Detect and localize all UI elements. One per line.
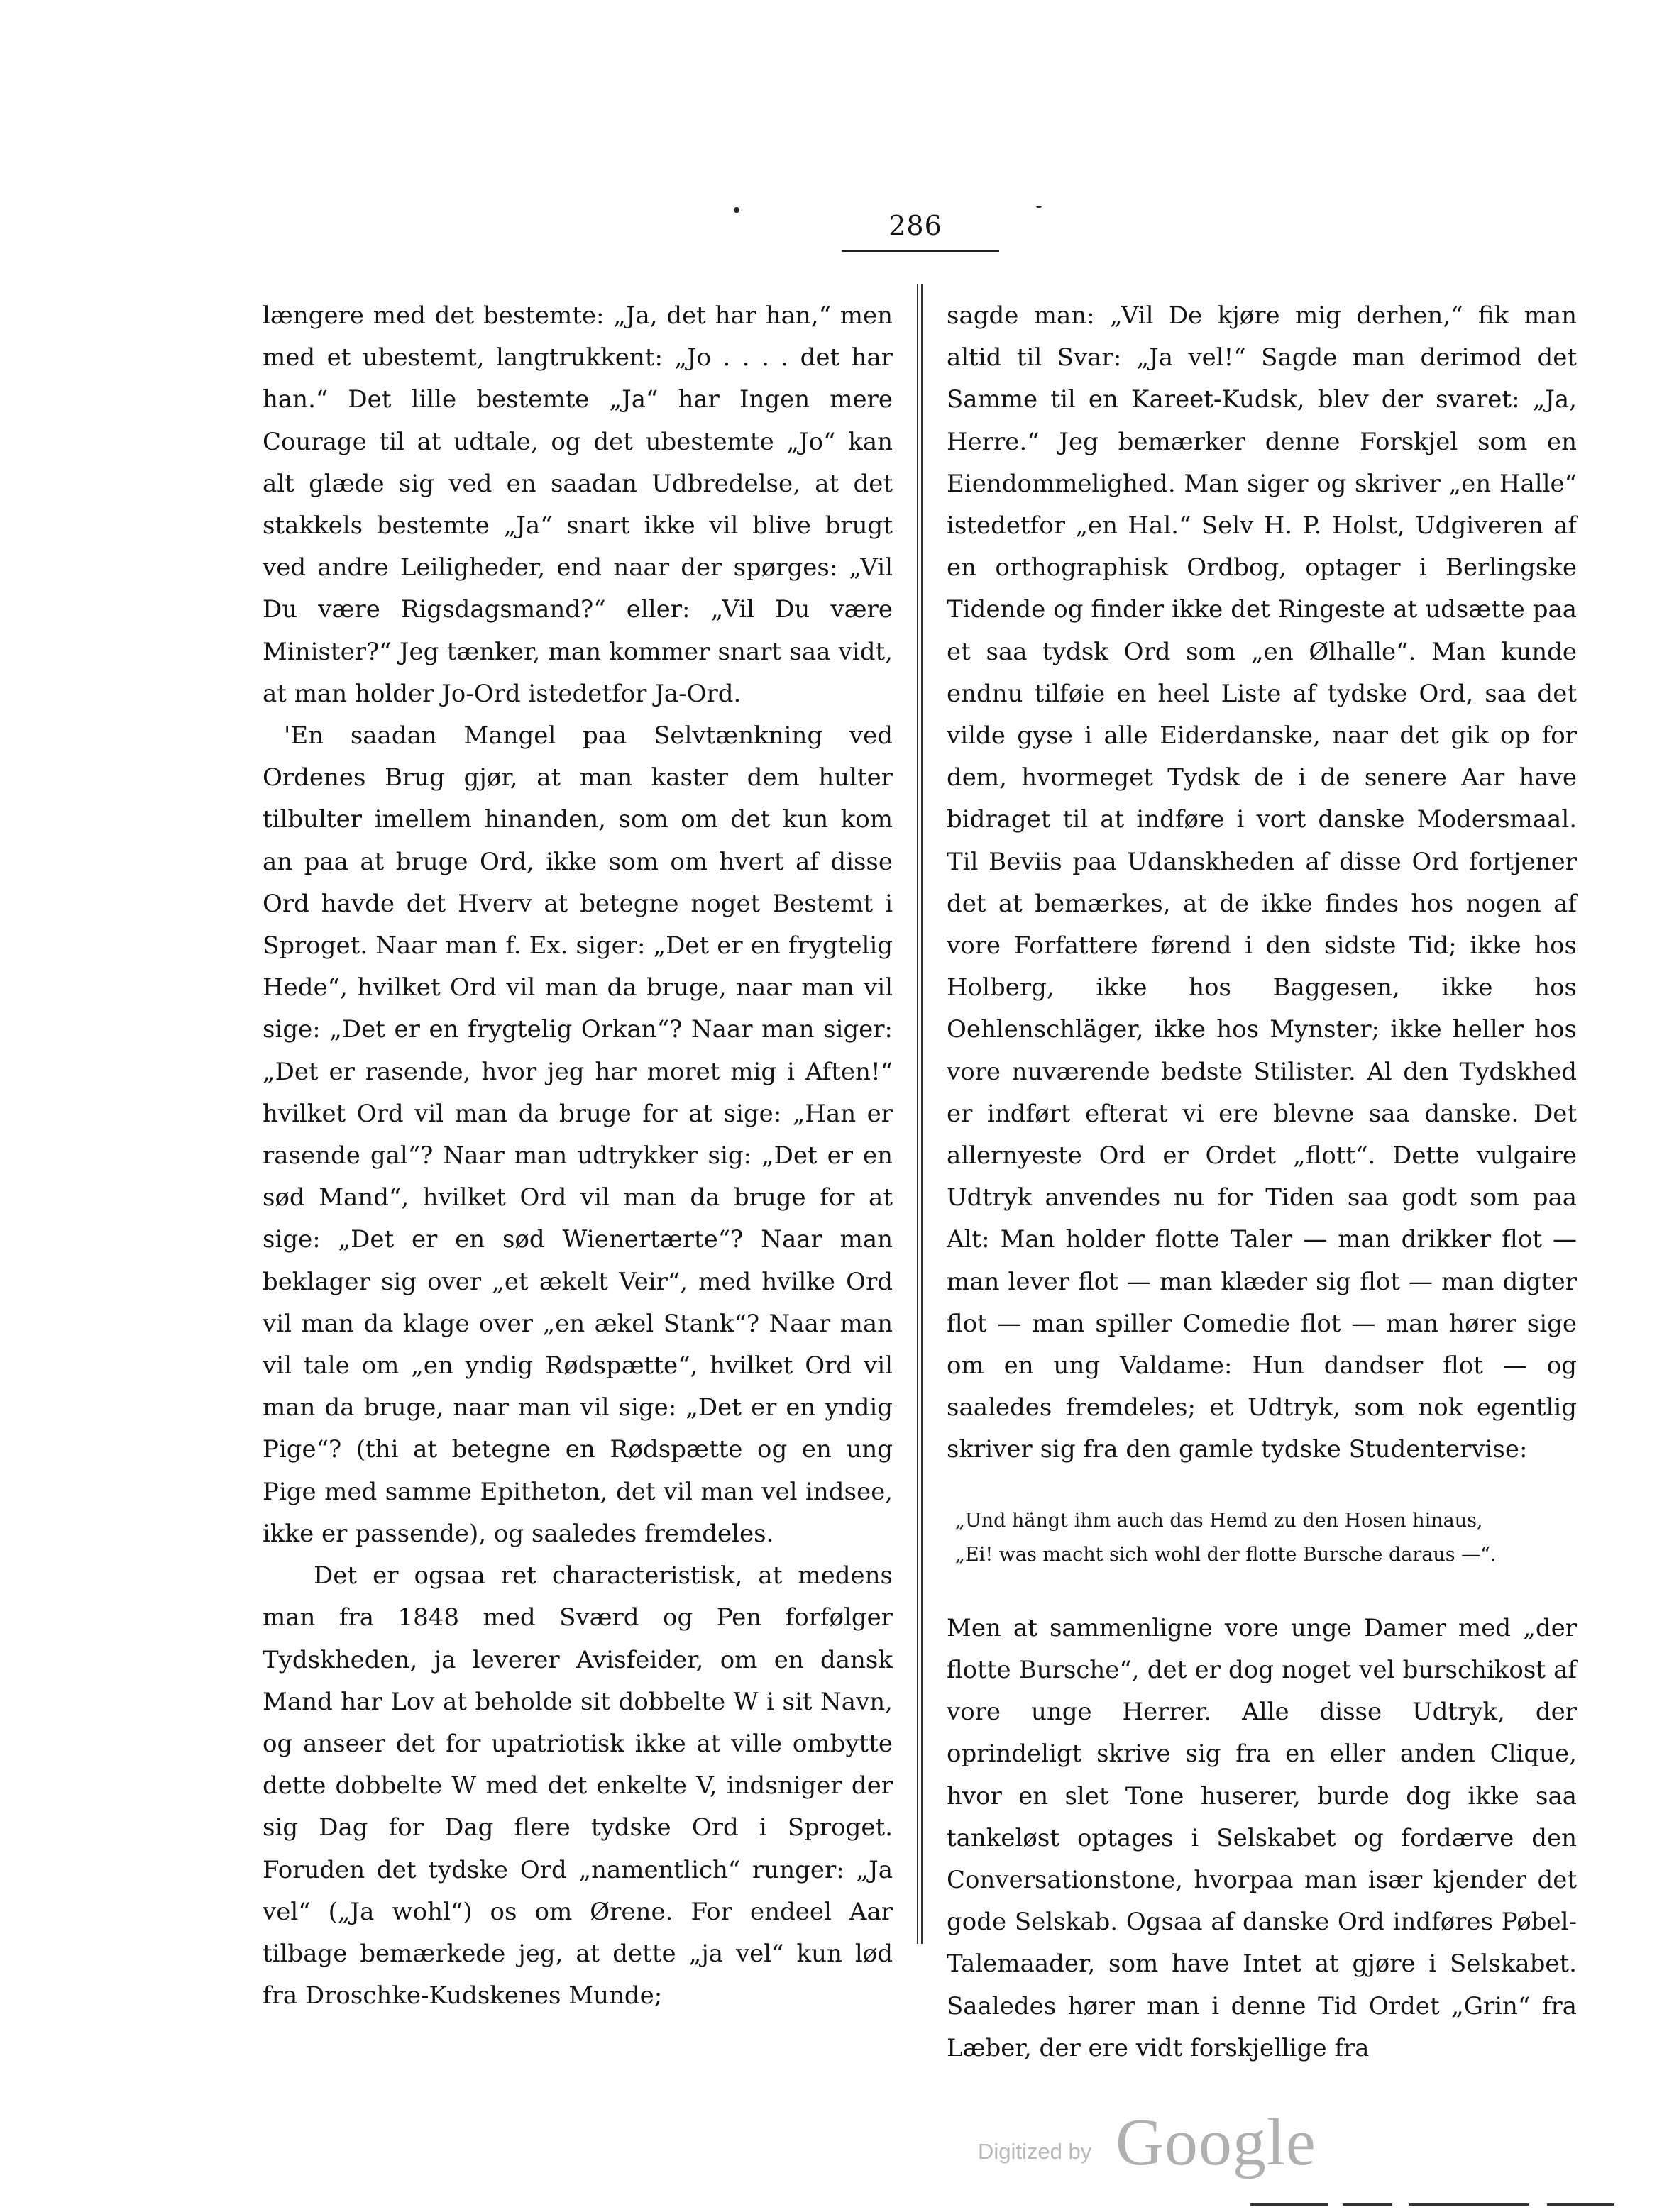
bottom-edge-mark: [1250, 2203, 1328, 2206]
verse-quote: [947, 1504, 1577, 1572]
verse-line: „Ei! was macht sich wohl der flotte Bursche daraus —“.: [955, 1543, 1497, 1566]
column-divider: [917, 284, 923, 1944]
google-watermark-logo: Google: [1116, 2106, 1316, 2179]
digitized-by-label: Digitized by: [978, 2139, 1092, 2164]
bottom-edge-mark: [1343, 2203, 1392, 2206]
bottom-edge-mark: [1547, 2203, 1614, 2206]
left-paragraph: længere med det bestemte: „Ja, det har han,“ men med et ubestemt, langtrukkent: „Jo . . . . det har han.“ Det lille bestemte „Ja“ har Ingen mere Courage til at udtale, og det ubestemte „Jo“ kan alt glæde sig ved en saadan Udbredelse, at det stakkels bestemte „Ja“ snart ikke vil blive brugt ved andre Leiligheder, end naar der spørges: „Vil Du være Rigsdagsmand?“ eller: „Vil Du være Minister?“ Jeg tænker, man kommer snart saa vidt, at man holder Jo-Ord istedetfor Ja-Ord.: [263, 302, 893, 708]
page-number-rule: [842, 250, 999, 252]
bottom-edge-mark: [1409, 2203, 1529, 2206]
left-text-column: [263, 295, 893, 2017]
ink-speck: [734, 207, 739, 213]
verse-line: „Und hängt ihm auch das Hemd zu den Hosen hinaus,: [955, 1509, 1483, 1532]
ink-speck: [1036, 206, 1042, 208]
page-number: 286: [888, 210, 942, 241]
right-text-column: [947, 295, 1577, 2069]
left-paragraph: 'En saadan Mangel paa Selvtænkning ved Ordenes Brug gjør, at man kaster dem hulter tilbulter imellem hinanden, som om det kun kom an paa at bruge Ord, ikke som om hvert af disse Ord havde det Hverv at betegne noget Bestemt i Sproget. Naar man f. Ex. siger: „Det er en frygtelig Hede“, hvilket Ord vil man da bruge, naar man vil sige: „Det er en frygtelig Orkan“? Naar man siger: „Det er rasende, hvor jeg har moret mig i Aften!“ hvilket Ord vil man da bruge for at sige: „Han er rasende gal“? Naar man udtrykker sig: „Det er en sød Mand“, hvilket Ord vil man da bruge for at sige: „Det er en sød Wienertærte“? Naar man beklager sig over „et ækelt Veir“, med hvilke Ord vil man da klage over „en ækel Stank“? Naar man vil tale om „en yndig Rødspætte“, hvilket Ord vil man da bruge, naar man vil sige: „Det er en yndig Pige“? (thi at betegne en Rødspætte og en ung Pige med samme Epitheton, det vil man vel indsee, ikke er passende), og saaledes fremdeles.: [263, 721, 893, 1548]
right-paragraph: Men at sammenligne vore unge Damer med „der flotte Bursche“, det er dog noget vel burschikost af vore unge Herrer. Alle disse Udtryk, der oprindeligt skrive sig fra en eller anden Clique, hvor en slet Tone huserer, burde dog ikke saa tankeløst optages i Selskabet og fordærve den Conversationstone, hvorpaa man især kjender det gode Selskab. Ogsaa af danske Ord indføres Pøbel-Talemaader, som have Intet at gjøre i Selskabet. Saaledes hører man i denne Tid Ordet „Grin“ fra Læber, der ere vidt forskjellige fra: [947, 1613, 1577, 2062]
right-paragraph: sagde man: „Vil De kjøre mig derhen,“ fik man altid til Svar: „Ja vel!“ Sagde man derimod det Samme til en Kareet-Kudsk, blev der svaret: „Ja, Herre.“ Jeg bemærker denne Forskjel som en Eiendommelighed. Man siger og skriver „en Halle“ istedetfor „en Hal.“ Selv H. P. Holst, Udgiveren af en orthographisk Ordbog, optager i Berlingske Tidende og finder ikke det Ringeste at udsætte paa et saa tydsk Ord som „en Ølhalle“. Man kunde endnu tilføie en heel Liste af tydske Ord, saa det vilde gyse i alle Eiderdanske, naar det gik op for dem, hvormeget Tydsk de i de senere Aar have bidraget til at indføre i vort danske Modersmaal. Til Beviis paa Udanskheden af disse Ord fortjener det at bemærkes, at de ikke findes hos nogen af vore Forfattere førend i den sidste Tid; ikke hos Holberg, ikke hos Baggesen, ikke hos Oehlenschläger, ikke hos Mynster; ikke heller hos vore nuværende bedste Stilister. Al den Tydskhed er indført efterat vi ere blevne saa danske. Det allernyeste Ord er Ordet „flott“. Dette vulgaire Udtryk anvendes nu for Tiden saa godt som paa Alt: Man holder flotte Taler — man drikker flot — man lever flot — man klæder sig flot — man digter flot — man spiller Comedie flot — man hører sige om en ung Valdame: Hun dandser flot — og saaledes fremdeles; et Udtryk, som nok egentlig skriver sig fra den gamle tydske Studentervise:: [947, 302, 1577, 1464]
left-paragraph: Det er ogsaa ret characteristisk, at medens man fra 1848 med Sværd og Pen forfølger Tydskheden, ja leverer Avisfeider, om en dansk Mand har Lov at beholde sit dobbelte W i sit Navn, og anseer det for upatriotisk ikke at ville ombytte dette dobbelte W med det enkelte V, indsniger der sig Dag for Dag flere tydske Ord i Sproget. Foruden det tydske Ord „namentlich“ runger: „Ja vel“ („Ja wohl“) os om Ørene. For endeel Aar tilbage bemærkede jeg, at dette „ja vel“ kun lød fra Droschke-Kudskenes Munde;: [263, 1561, 893, 2011]
